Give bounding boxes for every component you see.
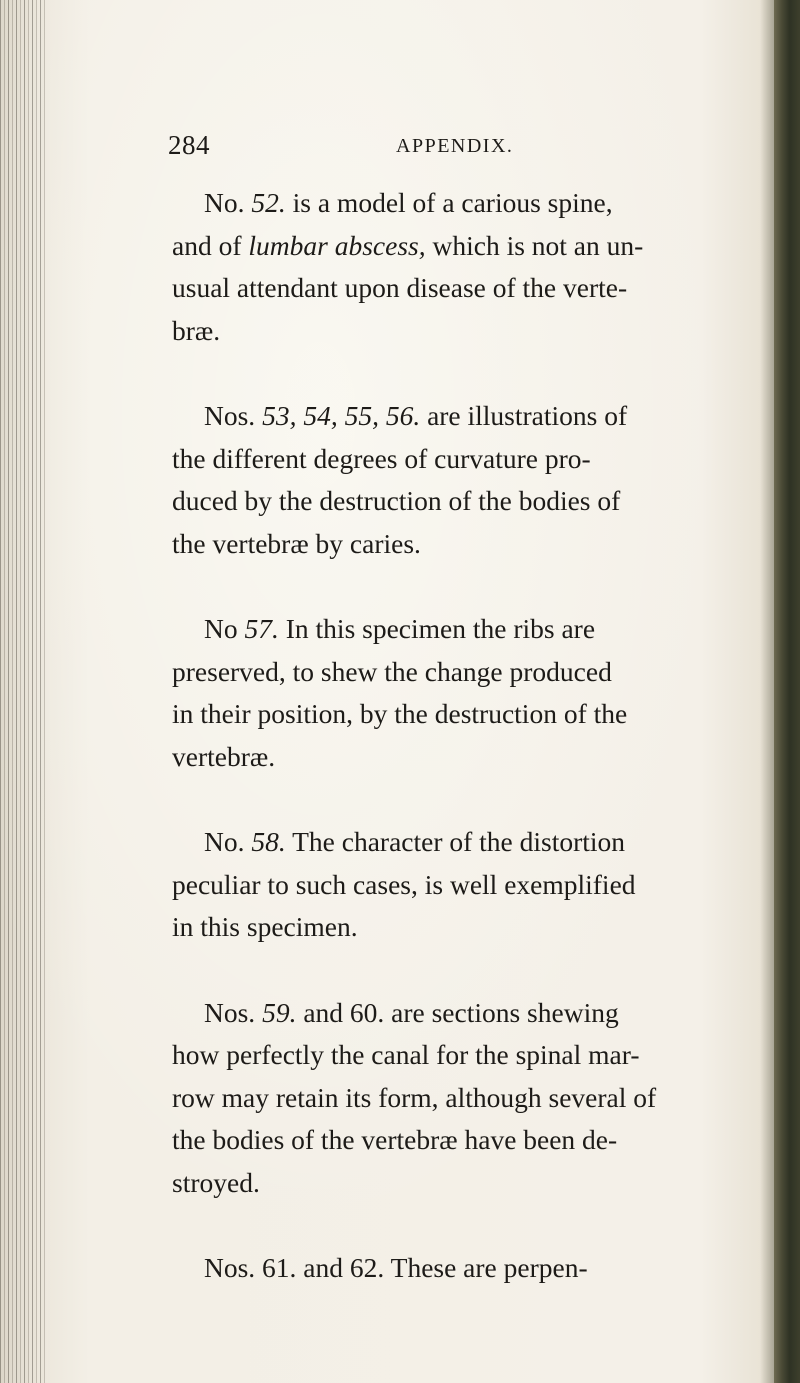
text-line: stroyed. xyxy=(172,1166,260,1198)
running-head: APPENDIX. xyxy=(396,135,514,157)
italic-text: 57. xyxy=(244,613,279,644)
body-text xyxy=(172,182,764,1333)
text-line: the bodies of the vertebræ have been de- xyxy=(172,1124,618,1155)
text-line: peculiar to such cases, is well exemplified xyxy=(172,868,636,900)
text-line: vertebræ. xyxy=(172,740,276,772)
paragraph xyxy=(172,992,764,1205)
text-line: row may retain its form, although several of xyxy=(172,1081,657,1113)
binding-gutter xyxy=(0,0,48,1383)
text-line: the different degrees of curvature pro- xyxy=(172,442,591,474)
paragraph xyxy=(172,395,764,565)
paragraph xyxy=(172,1247,764,1290)
text-line: Nos. 59. and 60. are sections shewing xyxy=(204,996,619,1028)
text-line: Nos. 53, 54, 55, 56. are illustrations of xyxy=(204,400,628,431)
italic-text: 53, 54, 55, 56. xyxy=(262,400,421,431)
text-line: Nos. 61. and 62. These are perpen- xyxy=(204,1252,588,1283)
text-line: the vertebræ by caries. xyxy=(172,527,421,559)
page-number: 284 xyxy=(168,130,210,160)
italic-text: 59. xyxy=(262,996,297,1028)
paragraph xyxy=(172,821,764,949)
text-line: and of lumbar abscess, which is not an un- xyxy=(172,229,644,261)
book-edge xyxy=(774,0,800,1383)
text-line: how perfectly the canal for the spinal mar- xyxy=(172,1039,640,1070)
text-line: bræ. xyxy=(172,314,221,346)
text-line: No 57. In this specimen the ribs are xyxy=(204,613,596,644)
page-header xyxy=(168,130,728,170)
italic-text: 52. xyxy=(251,187,286,218)
paragraph xyxy=(172,182,764,352)
text-line: No. 58. The character of the distortion xyxy=(204,826,626,857)
text-line: duced by the destruction of the bodies of xyxy=(172,485,621,516)
paragraph xyxy=(172,608,764,778)
text-line: No. 52. is a model of a carious spine, xyxy=(204,187,613,218)
text-line: preserved, to shew the change produced xyxy=(172,655,612,687)
italic-text: 58. xyxy=(251,826,286,857)
italic-text: lumbar abscess, xyxy=(248,229,426,261)
text-line: in this specimen. xyxy=(172,911,358,942)
text-line: in their position, by the destruction of the xyxy=(172,698,628,729)
text-line: usual attendant upon disease of the verte- xyxy=(172,272,628,303)
